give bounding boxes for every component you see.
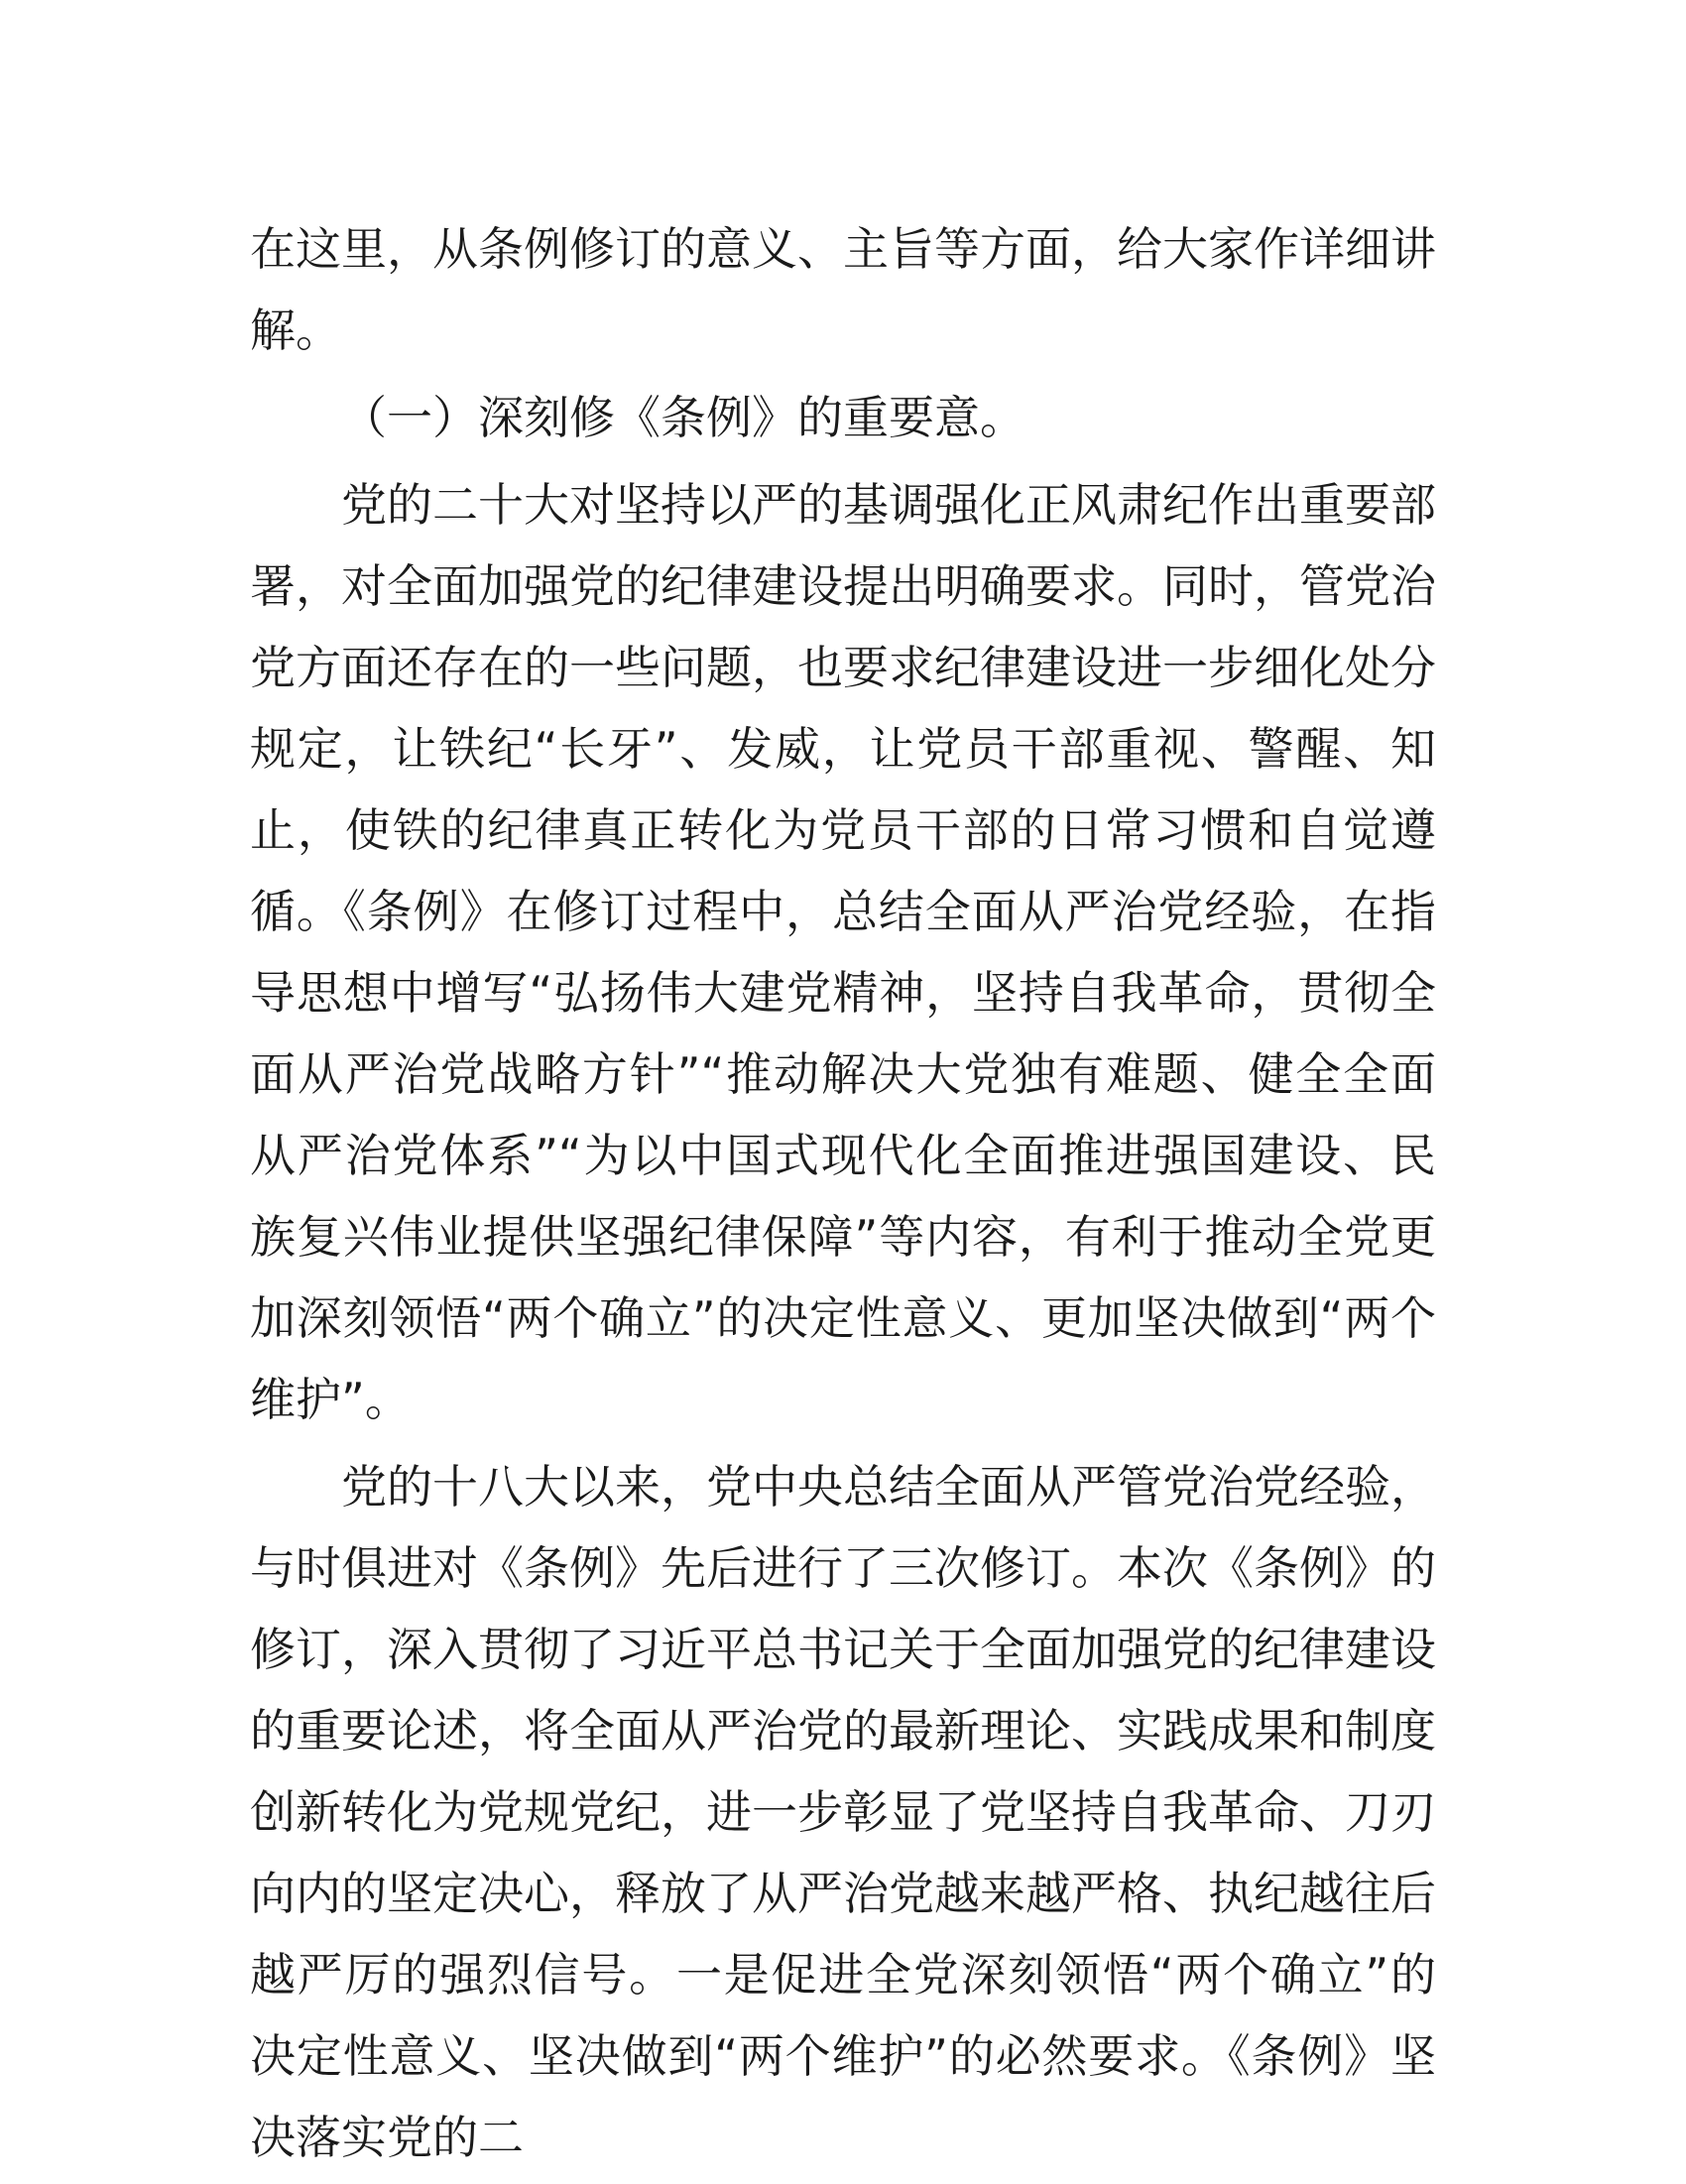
paragraph-body: 党的十八大以来，党中央总结全面从严管党治党经验，与时俱进对《条例》先后进行了三次修订。本次《条例》的修订，深入贯彻了习近平总书记关于全面加强党的纪律建设的重要论述，将全面从严治党的最新理论、实践成果和制度创新转化为党规党纪，进一步彰显了党坚持自我革命、刀刃向内的坚定决心，释放了从严治党越来越严格、执纪越往后越严厉的强烈信号。一是促进全党深刻领悟“两个确立”的决定性意义、坚决做到“两个维护”的必然要求。《条例》坚决落实党的二 (250, 1460, 1436, 2164)
paragraph-continuation: 在这里，从条例修订的意义、主旨等方面，给大家作详细讲解。 (250, 222, 1436, 357)
section-heading: （一）深刻修《条例》的重要意。 (341, 391, 1025, 444)
document-body (250, 208, 1436, 2184)
paragraph-body: 党的二十大对坚持以严的基调强化正风肃纪作出重要部署，对全面加强党的纪律建设提出明确要求。同时，管党治党方面还存在的一些问题，也要求纪律建设进一步细化处分规定，让铁纪“长牙”、发威，让党员干部重视、警醒、知止，使铁的纪律真正转化为党员干部的日常习惯和自觉遵循。《条例》在修订过程中，总结全面从严治党经验，在指导思想中增写“弘扬伟大建党精神，坚持自我革命，贯彻全面从严治党战略方针”“推动解决大党独有难题、健全全面从严治党体系”“为以中国式现代化全面推进强国建设、民族复兴伟业提供坚强纪律保障”等内容，有利于推动全党更加深刻领悟“两个确立”的决定性意义、更加坚决做到“两个维护”。 (250, 478, 1436, 1426)
